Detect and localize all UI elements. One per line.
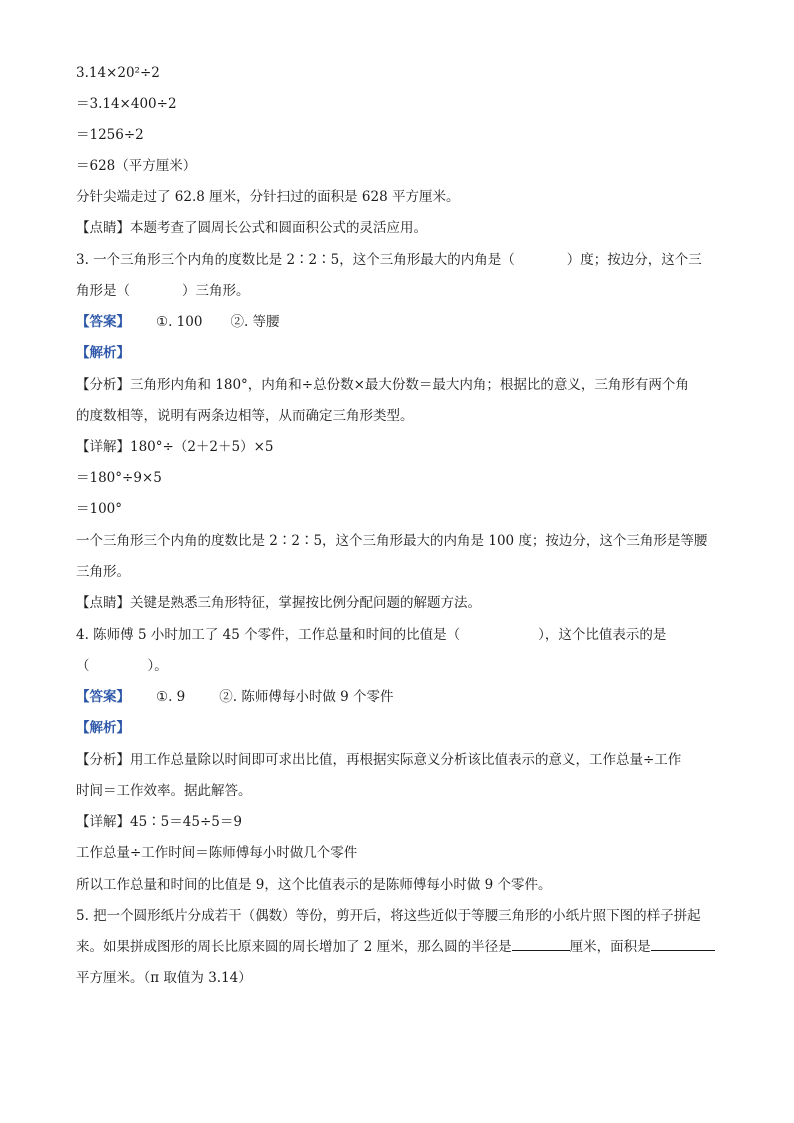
q4-text-c: （ [76, 658, 90, 674]
answer-blank-area[interactable] [651, 949, 715, 951]
question-3-line-1 [76, 251, 702, 269]
q4-text-b: ），这个比值表示的是 [538, 627, 667, 643]
analysis-tag-4: 【解析】 [76, 720, 130, 736]
question-5-line-1: 5. 把一个圆形纸片分成若干（偶数）等份，剪开后，将这些近似于等腰三角形的小纸片照下图的样子拼起 [76, 908, 701, 924]
fenxi-4-line-2: 时间＝工作效率。据此解答。 [76, 783, 252, 799]
fenxi-3-text-a: 三角形内角和 180°，内角和÷总份数×最大份数＝最大内角；根据比的意义，三角形有两个角 [130, 377, 689, 393]
answer-blank-radius[interactable] [512, 949, 570, 951]
analysis-tag-3: 【解析】 [76, 345, 130, 361]
calc-line-1: 3.14×20²÷2 [76, 65, 160, 81]
dianjing-3 [76, 594, 481, 612]
xiangjie-3-line-5: 三角形。 [76, 564, 130, 580]
q3-text-a: 3. 一个三角形三个内角的度数比是 2∶2∶5，这个三角形最大的内角是（ [76, 252, 515, 268]
dianjing-2 [76, 219, 427, 237]
calc-line-2: ＝3.14×400÷2 [76, 96, 177, 112]
dianjing-3-tag: 【点睛】 [76, 595, 130, 611]
q4-text-d: ）。 [147, 658, 168, 674]
question-4-line-1 [76, 626, 666, 644]
fenxi-4-tag: 【分析】 [76, 752, 130, 768]
answer-4-item-1: ①. 9 [156, 689, 186, 705]
dianjing-text: 本题考查了圆周长公式和圆面积公式的灵活应用。 [130, 220, 427, 236]
xiangjie-3-text-a: 180°÷（2＋2＋5）×5 [130, 439, 274, 455]
q5-text-b: 来。如果拼成图形的周长比原来圆的周长增加了 2 厘米，那么圆的半径是 [76, 939, 512, 955]
xiangjie-4-line-1 [76, 813, 242, 831]
xiangjie-4-line-2: 工作总量÷工作时间＝陈师傅每小时做几个零件 [76, 845, 358, 861]
xiangjie-3-line-2: ＝180°÷9×5 [76, 470, 162, 486]
answer-tag: 【答案】 [76, 314, 130, 330]
calc-line-4: ＝628（平方厘米） [76, 158, 197, 174]
xiangjie-4-tag: 【详解】 [76, 814, 130, 830]
xiangjie-3-line-3: ＝100° [76, 501, 123, 517]
answer-3 [76, 313, 280, 331]
fenxi-4-line-1 [76, 751, 681, 769]
xiangjie-4-line-3: 所以工作总量和时间的比值是 9，这个比值表示的是陈师傅每小时做 9 个零件。 [76, 877, 552, 893]
answer-3-item-2: ②. 等腰 [230, 314, 280, 330]
question-5-line-2 [76, 938, 715, 956]
dianjing-3-text: 关键是熟悉三角形特征，掌握按比例分配问题的解题方法。 [130, 595, 481, 611]
answer-3-item-1: ①. 100 [156, 314, 203, 330]
fenxi-3-line-1 [76, 376, 689, 394]
question-4-line-2 [76, 657, 168, 675]
xiangjie-3-line-4: 一个三角形三个内角的度数比是 2∶2∶5，这个三角形最大的内角是 100 度；按边分，这个三角形是等腰 [76, 533, 708, 549]
dianjing-tag: 【点睛】 [76, 220, 130, 236]
xiangjie-3-line-1 [76, 438, 274, 456]
question-3-line-2 [76, 282, 250, 300]
fenxi-tag: 【分析】 [76, 377, 130, 393]
question-5-line-3: 平方厘米。（π 取值为 3.14） [76, 970, 252, 986]
q3-text-c: 角形是（ [76, 283, 130, 299]
q4-text-a: 4. 陈师傅 5 小时加工了 45 个零件，工作总量和时间的比值是（ [76, 627, 461, 643]
answer-4-tag: 【答案】 [76, 689, 130, 705]
conclusion-line: 分针尖端走过了 62.8 厘米，分针扫过的面积是 628 平方厘米。 [76, 189, 460, 205]
answer-4-item-2: ②. 陈师傅每小时做 9 个零件 [219, 689, 394, 705]
q3-text-d: ）三角形。 [182, 283, 250, 299]
fenxi-3-line-2: 的度数相等，说明有两条边相等，从而确定三角形类型。 [76, 408, 414, 424]
q5-text-c: 厘米，面积是 [569, 939, 651, 955]
xiangjie-tag: 【详解】 [76, 439, 130, 455]
xiangjie-4-text-a: 45∶5＝45÷5＝9 [130, 814, 242, 830]
answer-4 [76, 688, 394, 706]
q3-text-b: ）度；按边分，这个三 [566, 252, 702, 268]
fenxi-4-text-a: 用工作总量除以时间即可求出比值，再根据实际意义分析该比值表示的意义，工作总量÷工作 [130, 752, 682, 768]
calc-line-3: ＝1256÷2 [76, 127, 144, 143]
